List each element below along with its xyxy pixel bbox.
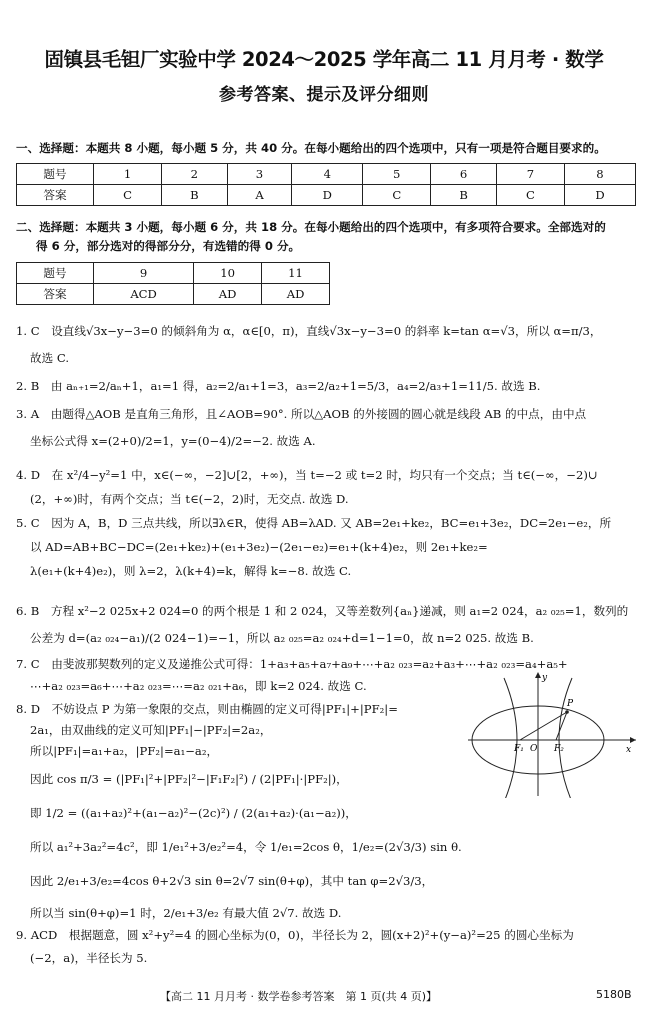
solution-line: 2a₁，由双曲线的定义可知|PF₁|−|PF₂|=2a₂， xyxy=(30,723,272,737)
table-row xyxy=(17,284,330,305)
y-axis-arrow xyxy=(535,672,541,678)
x-axis-arrow xyxy=(630,737,636,743)
solution-line: 4. D 在 x²/4−y²=1 中，x∈(−∞，−2]∪[2，+∞)，当 t=−2 或 t=2 时，均只有一个交点；当 t∈(−∞，−2)∪ xyxy=(16,468,598,482)
figure-label: P xyxy=(567,699,574,709)
table-cell: 1 xyxy=(94,164,162,185)
table-cell: ACD xyxy=(94,284,194,305)
solution-line: 3. A 由题得△AOB 是直角三角形，且∠AOB=90°. 所以△AOB 的外接圆的圆心就是线段 AB 的中点，由中点 xyxy=(16,407,587,421)
table-row xyxy=(17,185,636,206)
solution-line: 即 1/2 = ((a₁+a₂)²+(a₁−a₂)²−(2c)²) / (2(a₁+a₂)·(a₁−a₂))， xyxy=(30,806,357,820)
table-cell: 6 xyxy=(431,164,497,185)
solution-line: (−2，a)，半径长为 5. xyxy=(30,951,148,965)
table-cell: D xyxy=(292,185,363,206)
solution-line: 所以|PF₁|=a₁+a₂，|PF₂|=a₁−a₂， xyxy=(30,744,219,758)
solution-line: (2，+∞)时，有两个交点；当 t∈(−2，2)时，无交点. 故选 D. xyxy=(30,492,349,506)
solution-line: 8. D 不妨设点 P 为第一象限的交点，则由椭圆的定义可得|PF₁|+|PF₂|= xyxy=(16,702,398,716)
solution-line: 9. ACD 根据题意，圆 x²+y²=4 的圆心坐标为(0，0)，半径长为 2，圆(x+2)²+(y−a)²=25 的圆心坐标为 xyxy=(16,928,574,942)
table-cell: 5 xyxy=(363,164,431,185)
table-cell: D xyxy=(564,185,635,206)
segment-pf2 xyxy=(556,712,567,740)
solution-line: 1. C 设直线√3x−y−3=0 的倾斜角为 α，α∈[0，π)，直线√3x−y−3=0 的斜率 k=tan α=√3，所以 α=π/3， xyxy=(16,324,602,338)
ellipse-hyperbola-figure xyxy=(468,668,638,798)
point-p xyxy=(565,710,569,714)
table-cell: A xyxy=(227,185,292,206)
solution-line: 7. C 由斐波那契数列的定义及递推公式可得：1+a₃+a₅+a₇+a₉+⋯+a₂ ₀₂₃=a₂+a₃+⋯+a₂ ₀₂₃=a₄+a₅+ xyxy=(16,657,568,671)
table-cell: 2 xyxy=(162,164,228,185)
solution-line: 因此 cos π/3 = (|PF₁|²+|PF₂|²−|F₁F₂|²) / (2|PF₁|·|PF₂|)， xyxy=(30,772,348,786)
solution-line: 以 AD=AB+BC−DC=(2e₁+ke₂)+(e₁+3e₂)−(2e₁−e₂)=e₁+(k+4)e₂，则 2e₁+ke₂= xyxy=(30,540,488,554)
figure-label: F₁ xyxy=(514,744,524,754)
footer-page-info: 【高二 11 月月考 · 数学卷参考答案 第 1 页(共 4 页)】 xyxy=(160,990,438,1003)
solution-line: 5. C 因为 A，B，D 三点共线，所以∃λ∈R，使得 AB=λAD. 又 AB=2e₁+ke₂，BC=e₁+3e₂，DC=2e₁−e₂，所 xyxy=(16,516,612,530)
row-header: 答案 xyxy=(17,185,94,206)
table-cell: C xyxy=(496,185,564,206)
table-cell: 10 xyxy=(194,263,262,284)
solution-line: 6. B 方程 x²−2 025x+2 024=0 的两个根是 1 和 2 024，又等差数列{aₙ}递减，则 a₁=2 024，a₂ ₀₂₅=1，数列的 xyxy=(16,604,629,618)
solution-line: 因此 2/e₁+3/e₂=4cos θ+2√3 sin θ=2√7 sin(θ+φ)，其中 tan φ=2√3/3， xyxy=(30,874,434,888)
row-header: 答案 xyxy=(17,284,94,305)
row-header: 题号 xyxy=(17,164,94,185)
hyperbola-right-branch xyxy=(559,678,572,798)
solution-line: 坐标公式得 x=(2+0)/2=1，y=(0−4)/2=−2. 故选 A. xyxy=(30,434,316,448)
table-row xyxy=(17,263,330,284)
table-cell: C xyxy=(363,185,431,206)
solution-line: 故选 C. xyxy=(30,351,70,365)
page-title: 固镇县毛钽厂实验中学 2024～2025 学年高二 11 月月考 · 数学 xyxy=(44,48,604,71)
section2-answer-table xyxy=(16,262,330,305)
figure-label: O xyxy=(530,744,538,754)
solution-line: 所以 a₁²+3a₂²=4c²，即 1/e₁²+3/e₂²=4，令 1/e₁=2cos θ，1/e₂=(2√3/3) sin θ. xyxy=(30,840,462,854)
solution-line: 所以当 sin(θ+φ)=1 时，2/e₁+3/e₂ 有最大值 2√7. 故选 D. xyxy=(30,906,342,920)
solution-line: λ(e₁+(k+4)e₂)，则 λ=2，λ(k+4)=k，解得 k=−8. 故选 C. xyxy=(30,564,352,578)
solution-line: 公差为 d=(a₂ ₀₂₄−a₁)/(2 024−1)=−1，所以 a₂ ₀₂₅=a₂ ₀₂₄+d=1−1=0，故 n=2 025. 故选 B. xyxy=(30,631,534,645)
table-row xyxy=(17,164,636,185)
figure-label: y xyxy=(542,673,548,683)
table-cell: 11 xyxy=(262,263,330,284)
table-cell: 9 xyxy=(94,263,194,284)
table-cell: 8 xyxy=(564,164,635,185)
table-cell: B xyxy=(162,185,228,206)
solution-line: 2. B 由 aₙ₊₁=2/aₙ+1，a₁=1 得，a₂=2/a₁+1=3，a₃=2/a₂+1=5/3，a₄=2/a₃+1=11/5. 故选 B. xyxy=(16,379,541,393)
table-cell: 7 xyxy=(496,164,564,185)
table-cell: AD xyxy=(194,284,262,305)
section1-heading: 一、选择题：本题共 8 小题，每小题 5 分，共 40 分。在每小题给出的四个选项中，只有一项是符合题目要求的。 xyxy=(16,141,606,155)
table-cell: AD xyxy=(262,284,330,305)
section1-answer-table xyxy=(16,163,636,206)
table-cell: C xyxy=(94,185,162,206)
hyperbola-left-branch xyxy=(504,678,517,798)
figure-label: x xyxy=(626,745,632,755)
section2-heading: 二、选择题：本题共 3 小题，每小题 6 分，共 18 分。在每小题给出的四个选项中，有多项符合要求。全部选对的 得 6 分，部分选对的得部分分，有选错的得 0 分。 xyxy=(16,220,606,253)
table-cell: B xyxy=(431,185,497,206)
page-subtitle: 参考答案、提示及评分细则 xyxy=(219,85,429,105)
solution-line: ⋯+a₂ ₀₂₃=a₆+⋯+a₂ ₀₂₃=⋯=a₂ ₀₂₁+a₆，即 k=2 024. 故选 C. xyxy=(30,679,367,693)
figure-label: F₂ xyxy=(554,744,564,754)
footer-code: 5180B xyxy=(596,988,632,1001)
table-cell: 3 xyxy=(227,164,292,185)
row-header: 题号 xyxy=(17,263,94,284)
table-cell: 4 xyxy=(292,164,363,185)
